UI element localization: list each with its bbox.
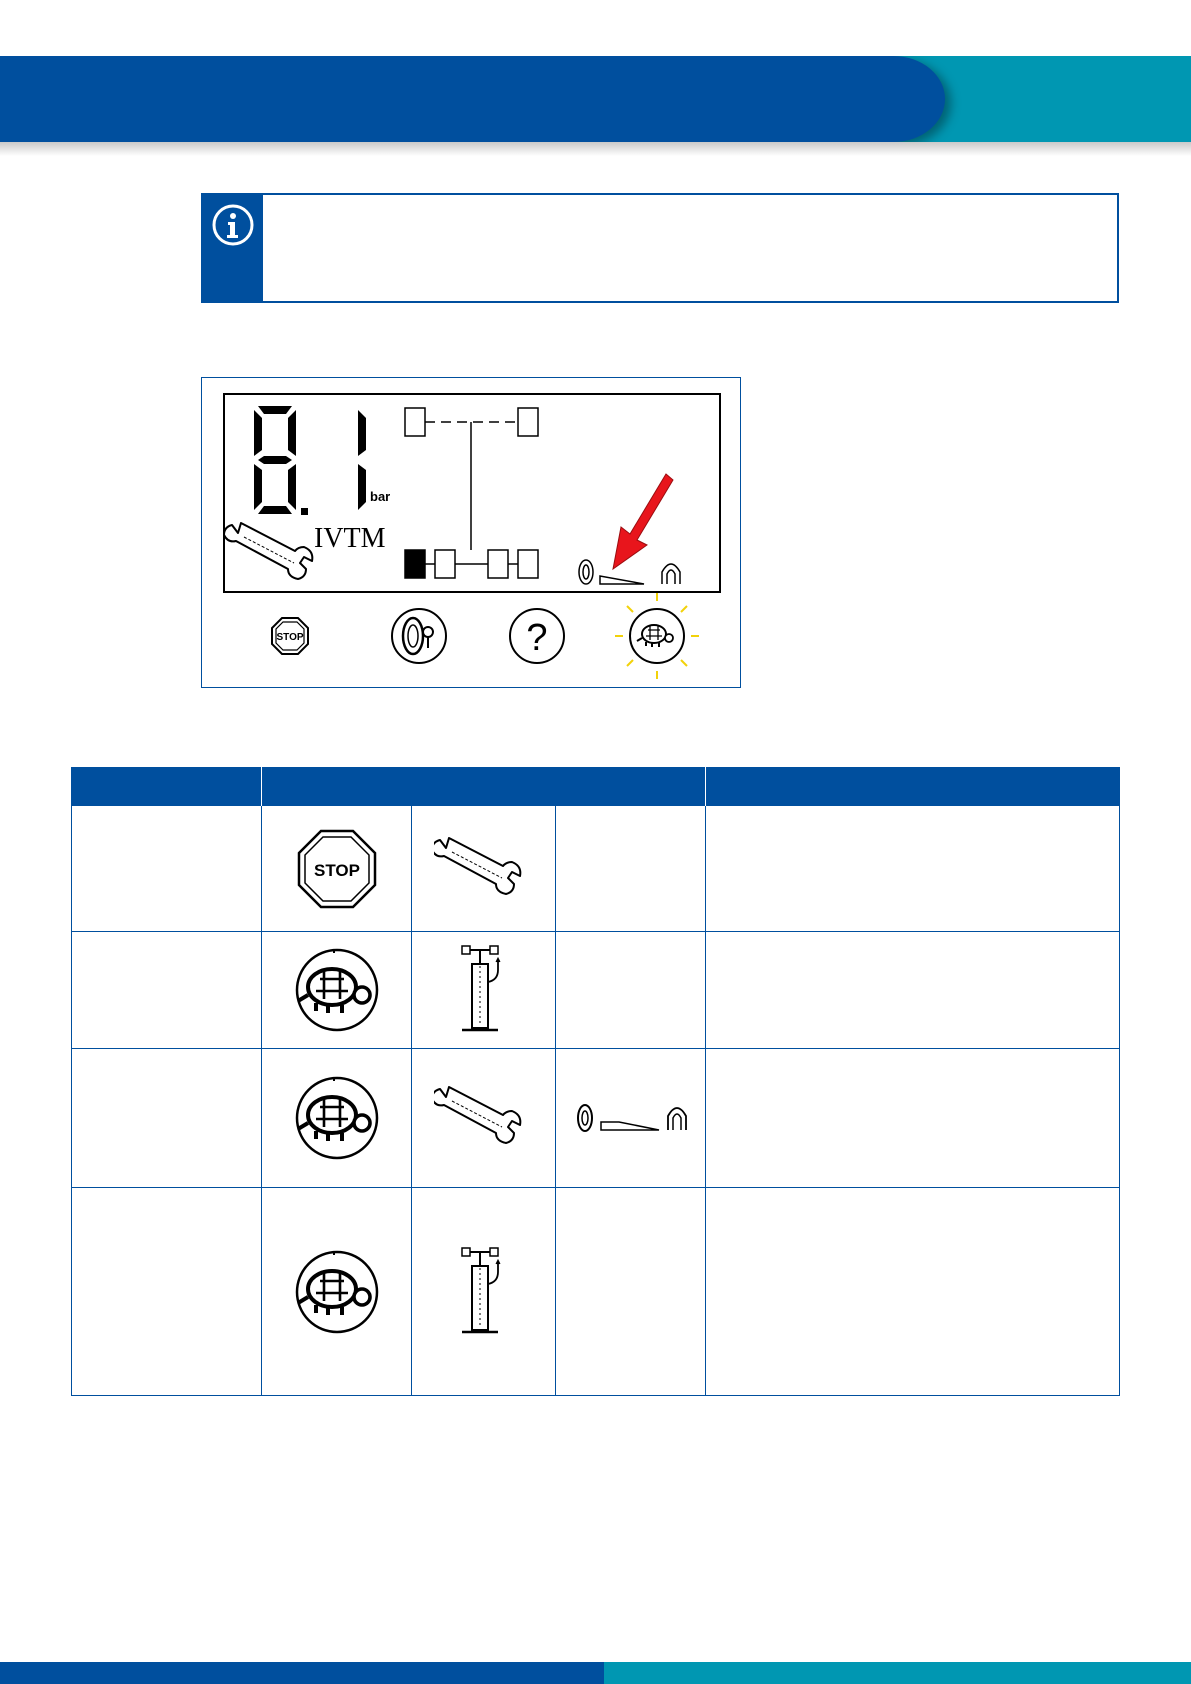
sensor-icon — [573, 1098, 689, 1138]
decimal-point — [301, 508, 308, 515]
turtle-icon — [292, 945, 382, 1035]
header-band — [0, 56, 1191, 142]
turtle-button[interactable] — [615, 593, 699, 679]
table-cell — [262, 1188, 412, 1396]
table-cell — [412, 1188, 556, 1396]
header-cell — [262, 767, 706, 806]
table-header-row — [72, 767, 1120, 806]
table-cell — [262, 806, 412, 932]
info-note-box — [201, 193, 1119, 303]
wrench-icon — [434, 834, 534, 904]
pump-icon — [454, 942, 514, 1038]
table-cell — [262, 1049, 412, 1188]
table-cell — [412, 932, 556, 1049]
help-button[interactable] — [510, 609, 564, 663]
table-cell — [556, 1188, 706, 1396]
turtle-icon — [292, 1247, 382, 1337]
table-cell — [556, 1049, 706, 1188]
table-cell — [72, 806, 262, 932]
table-cell — [556, 932, 706, 1049]
table-row — [72, 932, 1120, 1049]
dashboard-display-figure — [201, 377, 741, 688]
info-icon — [211, 203, 255, 247]
wrench-icon — [434, 1083, 534, 1153]
tire-button[interactable] — [392, 609, 446, 663]
table-row — [72, 806, 1120, 932]
info-strip — [203, 195, 263, 301]
table-cell — [706, 932, 1120, 1049]
table-cell — [72, 932, 262, 1049]
table-row — [72, 1049, 1120, 1188]
table-cell — [556, 806, 706, 932]
header-cell — [706, 767, 1120, 806]
pump-icon — [454, 1244, 514, 1340]
table-cell — [706, 806, 1120, 932]
status-table — [71, 767, 1120, 1396]
table-cell — [706, 1188, 1120, 1396]
table-cell — [72, 1188, 262, 1396]
table-cell — [412, 806, 556, 932]
table-cell — [706, 1049, 1120, 1188]
table-cell — [412, 1049, 556, 1188]
system-label: IVTM — [314, 523, 386, 554]
stop-icon-label: STOP — [313, 860, 360, 880]
stop-icon — [292, 824, 382, 914]
table-row — [72, 1188, 1120, 1396]
pressure-unit: bar — [370, 489, 391, 504]
help-icon: ? — [526, 617, 548, 659]
turtle-icon — [292, 1073, 382, 1163]
header-shadow — [0, 142, 1191, 156]
footer-band-teal — [604, 1662, 1191, 1684]
table-cell — [262, 932, 412, 1049]
header-blue-tab — [0, 56, 945, 142]
dashboard-display-graphic — [202, 378, 742, 689]
table-cell — [72, 1049, 262, 1188]
stop-label: STOP — [276, 632, 304, 643]
stop-button[interactable] — [272, 618, 308, 654]
footer-band-blue — [0, 1662, 604, 1684]
header-cell — [72, 767, 262, 806]
